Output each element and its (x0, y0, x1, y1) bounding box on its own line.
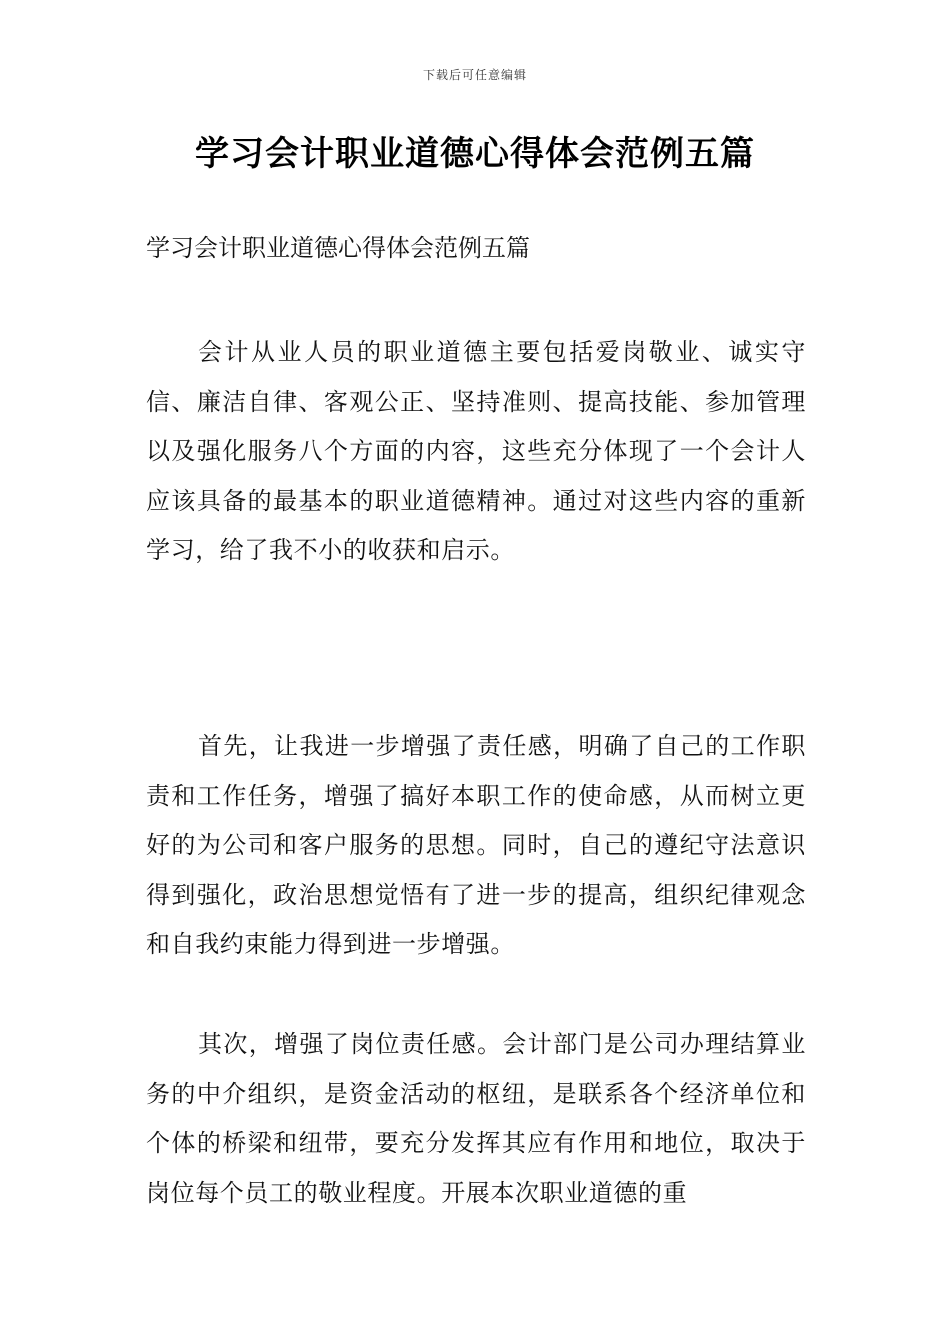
paragraph-second: 其次，增强了岗位责任感。会计部门是公司办理结算业务的中介组织，是资金活动的枢纽，是联系各个经济单位和个体的桥梁和纽带，要充分发挥其应有作用和地位，取决于岗位每个员工的敬业程度。开展本次职业道德的重 (146, 1030, 806, 1207)
paragraph-first: 首先，让我进一步增强了责任感，明确了自己的工作职责和工作任务，增强了搞好本职工作的使命感，从而树立更好的为公司和客户服务的思想。同时，自己的遵纪守法意识得到强化，政治思想觉悟有了进一步的提高，组织纪律观念和自我约束能力得到进一步增强。 (146, 732, 806, 958)
paragraph-intro: 会计从业人员的职业道德主要包括爱岗敬业、诚实守信、廉洁自律、客观公正、坚持准则、提高技能、参加管理以及强化服务八个方面的内容，这些充分体现了一个会计人应该具备的最基本的职业道德精神。通过对这些内容的重新学习，给了我不小的收获和启示。 (146, 338, 806, 564)
document-title: 学习会计职业道德心得体会范例五篇 (195, 134, 755, 174)
document-subtitle: 学习会计职业道德心得体会范例五篇 (146, 234, 530, 262)
header-note: 下载后可任意编辑 (422, 68, 527, 82)
